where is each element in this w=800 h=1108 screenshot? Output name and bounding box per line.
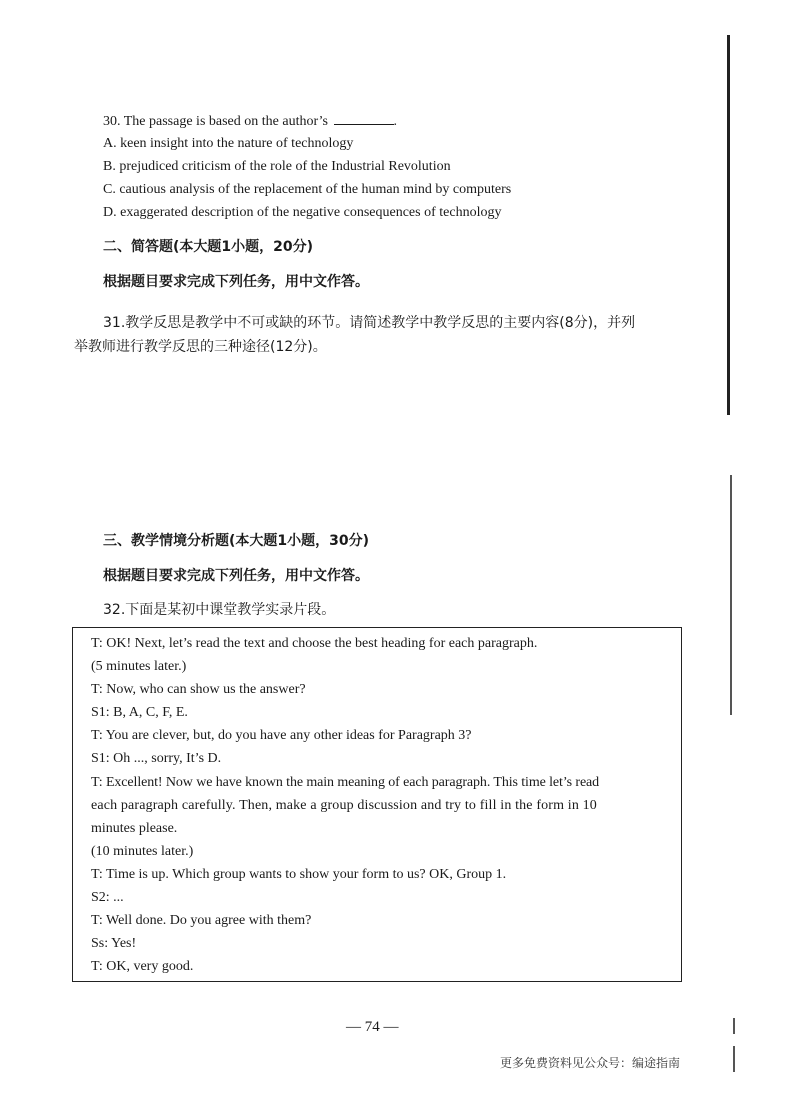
binding-tick-1 [733, 1018, 735, 1034]
q30-option-c: C. cautious analysis of the replacement of the human mind by computers [103, 182, 512, 197]
binding-line-bottom [730, 475, 732, 715]
transcript-line-9: minutes please. [91, 821, 178, 836]
transcript-line-2: (5 minutes later.) [91, 659, 187, 674]
page-number: — 74 — [346, 1019, 399, 1035]
q30-option-a: A. keen insight into the nature of technology [103, 136, 354, 151]
q30-option-d: D. exaggerated description of the negative consequences of technology [103, 205, 502, 220]
transcript-line-8: each paragraph carefully. Then, make a group discussion and try to fill in the form in 10 [91, 798, 597, 813]
transcript-line-3: T: Now, who can show us the answer? [91, 682, 306, 697]
transcript-line-13: T: Well done. Do you agree with them? [91, 913, 312, 928]
q30-stem-end: . [393, 114, 397, 129]
transcript-line-15: T: OK, very good. [91, 959, 194, 974]
transcript-line-10: (10 minutes later.) [91, 844, 194, 859]
section2-heading: 二、简答题(本大题1小题，20分) [103, 239, 314, 255]
section3-instruction: 根据题目要求完成下列任务，用中文作答。 [103, 568, 369, 584]
binding-tick-2 [733, 1046, 735, 1072]
q31-line2: 举教师进行教学反思的三种途径(12分)。 [74, 339, 327, 355]
transcript-line-12: S2: ... [91, 890, 124, 905]
q30-stem-text: 30. The passage is based on the author’s [103, 114, 328, 129]
q32-intro: 32.下面是某初中课堂教学实录片段。 [103, 602, 336, 618]
section3-heading: 三、教学情境分析题(本大题1小题，30分) [103, 533, 370, 549]
transcript-line-1: T: OK! Next, let’s read the text and choose the best heading for each paragraph. [91, 636, 538, 651]
q30-answer-blank [334, 112, 394, 125]
transcript-line-7: T: Excellent! Now we have known the main meaning of each paragraph. This time let’s read [91, 775, 600, 790]
transcript-line-5: T: You are clever, but, do you have any other ideas for Paragraph 3? [91, 728, 472, 743]
transcript-line-14: Ss: Yes! [91, 936, 137, 951]
transcript-line-11: T: Time is up. Which group wants to show your form to us? OK, Group 1. [91, 867, 507, 882]
q31-line1: 31.教学反思是教学中不可或缺的环节。请简述教学中教学反思的主要内容(8分)，并列 [103, 315, 636, 331]
footer-note: 更多免费资料见公众号：编途指南 [500, 1056, 681, 1070]
transcript-line-6: S1: Oh ..., sorry, It’s D. [91, 751, 222, 766]
transcript-box [72, 627, 682, 982]
binding-line-top [727, 35, 730, 415]
section2-instruction: 根据题目要求完成下列任务，用中文作答。 [103, 274, 369, 290]
q30-option-b: B. prejudiced criticism of the role of the Industrial Revolution [103, 159, 451, 174]
q30-stem [103, 112, 397, 131]
transcript-line-4: S1: B, A, C, F, E. [91, 705, 188, 720]
